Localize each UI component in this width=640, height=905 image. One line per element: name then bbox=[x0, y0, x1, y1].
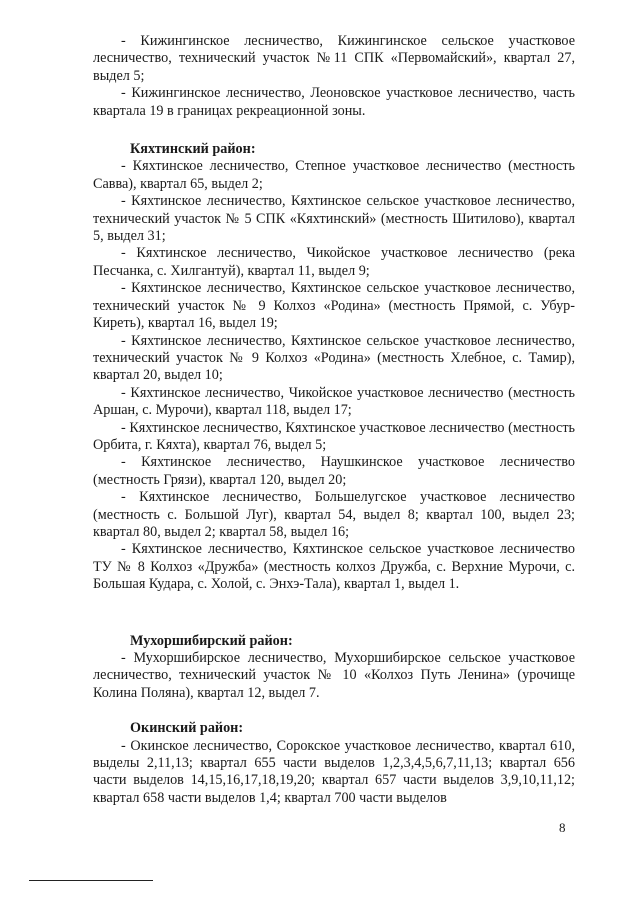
footer-divider bbox=[29, 880, 153, 881]
list-item: - Кяхтинское лесничество, Кяхтинское сельское участковое лесничество, технический участок № 9 Колхоз «Родина» (местность Хлебное, с. Тамир), квартал 20, выдел 10; bbox=[93, 332, 575, 384]
list-item: - Кижингинское лесничество, Леоновское участковое лесничество, часть квартала 19 в границах рекреационной зоны. bbox=[93, 85, 575, 119]
section-heading-kyakhta: Кяхтинский район: bbox=[130, 141, 256, 158]
section-heading-mukhorshibir: Мухоршибирский район: bbox=[130, 632, 293, 649]
list-item: - Кижингинское лесничество, Кижингинское сельское участковое лесничество, технический участок №11 СПК «Первомайский», квартал 27, выдел 5; bbox=[93, 33, 575, 84]
list-item: - Кяхтинское лесничество, Кяхтинское участковое лесничество (местность Орбита, г. Кяхта), квартал 76, выдел 5; bbox=[93, 419, 575, 453]
list-item: - Кяхтинское лесничество, Наушкинское участковое лесничество (местность Грязи), квартал 120, выдел 20; bbox=[93, 454, 575, 488]
list-item: - Кяхтинское лесничество, Кяхтинское сельское участковое лесничество ТУ № 8 Колхоз «Дружба» (местность колхоз Дружба, с. Верхние Мурочи, с. Большая Кудара, с. Холой, с. Энхэ-Тала), квартал 1, выдел 1. bbox=[93, 541, 575, 593]
page-number: 8 bbox=[559, 820, 566, 835]
list-item: - Окинское лесничество, Сорокское участковое лесничество, квартал 610, выделы 2,11,13; квартал 655 части выделов 1,2,3,4,5,6,7,11,13; квартал 656 части выделов 14,15,16,17,18,19,20; квартал 657 части выделов 3,9,10,11,12; квартал 658 части выделов 1,4; квартал 700 части выделов bbox=[93, 737, 575, 806]
spacer bbox=[93, 120, 575, 141]
document-body bbox=[93, 33, 575, 807]
list-item: - Кяхтинское лесничество, Кяхтинское сельское участковое лесничество, технический участок № 9 Колхоз «Родина» (местность Прямой, с. Убур-Киреть), квартал 16, выдел 19; bbox=[93, 280, 575, 332]
spacer bbox=[93, 594, 575, 633]
list-item: - Мухоршибирское лесничество, Мухоршибирское сельское участковое лесничество, технический участок № 10 «Колхоз Путь Ленина» (урочище Колина Поляна), квартал 12, выдел 7. bbox=[93, 650, 575, 701]
spacer bbox=[93, 702, 575, 720]
list-item: - Кяхтинское лесничество, Кяхтинское сельское участковое лесничество, технический участок № 5 СПК «Кяхтинский» (местность Шитилово), квартал 5, выдел 31; bbox=[93, 193, 575, 245]
list-item: - Кяхтинское лесничество, Чикойское участковое лесничество (река Песчанка, с. Хилгантуй), квартал 11, выдел 9; bbox=[93, 245, 575, 279]
list-item: - Кяхтинское лесничество, Чикойское участковое лесничество (местность Аршан, с. Мурочи), квартал 118, выдел 17; bbox=[93, 384, 575, 419]
list-item: - Кяхтинское лесничество, Степное участковое лесничество (местность Савва), квартал 65, выдел 2; bbox=[93, 158, 575, 192]
section-heading-okinsky: Окинский район: bbox=[130, 720, 244, 737]
list-item: - Кяхтинское лесничество, Большелугское участковое лесничество (местность с. Большой Луг), квартал 54, выдел 8; квартал 100, выдел 23; квартал 80, выдел 2; квартал 58, выдел 16; bbox=[93, 489, 575, 540]
